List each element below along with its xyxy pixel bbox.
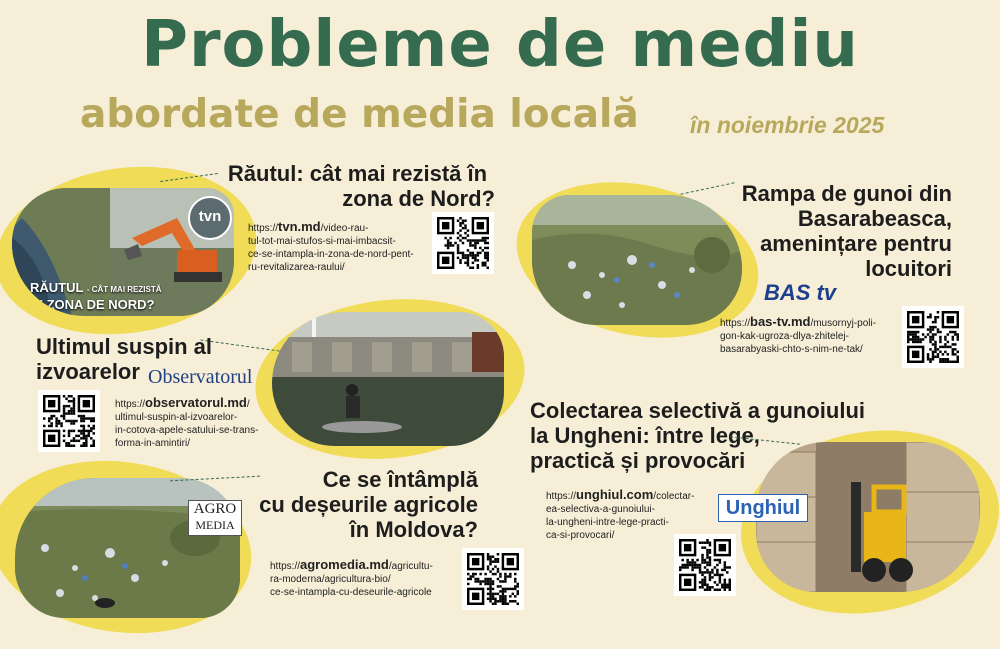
- url-path: ea-selectiva-a-gunoiului-: [546, 504, 655, 515]
- url-path: ce-se-intampla-cu-deseurile-agricole: [270, 587, 432, 598]
- url-path: /video-rau-: [320, 223, 369, 234]
- article-link-agromedia[interactable]: [270, 558, 460, 599]
- headline-line: Ultimul suspin al: [36, 334, 213, 359]
- spring-pond-image: [272, 312, 504, 446]
- url-path: forma-in-amintiri/: [115, 438, 191, 449]
- headline-agromedia: [248, 467, 478, 542]
- photo-caption: [30, 280, 162, 312]
- page-date: în noiembrie 2025: [690, 112, 885, 138]
- photo-caption-small: - CÂT MAI REZISTĂ: [86, 285, 162, 294]
- url-path: ce-se-intampla-in-zona-de-nord-pent-: [248, 249, 414, 260]
- bas-tv-logo: BAS tv: [764, 280, 837, 305]
- headline-line: Răutul: cât mai rezistă în: [227, 161, 488, 186]
- article-link-tvn[interactable]: [248, 220, 423, 274]
- qr-code[interactable]: [38, 390, 100, 452]
- headline-line: amenințare pentru: [760, 231, 952, 256]
- url-domain: tvn.md: [278, 219, 321, 234]
- headline-line: în Moldova?: [349, 517, 478, 542]
- url-path: gon-kak-ugroza-dlya-zhitelej-: [720, 331, 849, 342]
- url-prefix: https://: [546, 491, 577, 502]
- headline-line: locuitori: [865, 256, 952, 281]
- url-path: ca-si-provocari/: [546, 530, 615, 541]
- headline-raut: [220, 161, 495, 211]
- url-path: tul-tot-mai-stufos-si-mai-imbacsit-: [248, 236, 396, 247]
- headline-line: izvoarelor: [36, 359, 140, 384]
- url-path: la-ungheni-intre-lege-practi-: [546, 517, 669, 528]
- url-path: /musornyj-poli-: [810, 318, 877, 329]
- url-path: basarabyaski-chto-s-nim-ne-tak/: [720, 344, 863, 355]
- url-domain: unghiul.com: [576, 487, 654, 502]
- article-photo-raut: [12, 188, 234, 316]
- url-prefix: https://: [720, 318, 751, 329]
- headline-line: Rampa de gunoi din: [741, 181, 952, 206]
- observatorul-logo: Observatorul: [148, 366, 253, 388]
- article-photo-agromedia: [15, 478, 240, 618]
- headline-line: Ce se întâmplă: [322, 467, 478, 492]
- page-subtitle: abordate de media locală: [80, 92, 639, 137]
- headline-line: cu deșeurile agricole: [259, 492, 478, 517]
- agromedia-logo-line-2: MEDIA: [195, 518, 235, 532]
- url-domain: bas-tv.md: [750, 314, 811, 329]
- url-path: /agricultu-: [388, 561, 433, 572]
- article-link-bas-tv[interactable]: [720, 315, 900, 356]
- qr-code[interactable]: [902, 306, 964, 368]
- article-link-observatorul[interactable]: [115, 396, 285, 450]
- agromedia-logo-line-1: AGRO: [193, 501, 237, 517]
- url-path: /: [246, 399, 250, 410]
- headline-basarabeasca: [690, 181, 952, 281]
- qr-code[interactable]: [462, 548, 524, 610]
- photo-caption-line-1: RĂUTUL: [30, 280, 84, 295]
- qr-code[interactable]: [674, 534, 736, 596]
- headline-line: la Ungheni: între lege,: [530, 423, 760, 448]
- url-path: in-cotova-apele-satului-se-trans-: [115, 425, 259, 436]
- url-path: ra-moderna/agricultura-bio/: [270, 574, 391, 585]
- page-title: Probleme de mediu: [141, 8, 859, 82]
- url-path: ru-revitalizarea-raului/: [248, 262, 345, 273]
- article-photo-izvoare: [272, 312, 504, 446]
- qr-code[interactable]: [432, 212, 494, 274]
- url-domain: observatorul.md: [145, 395, 247, 410]
- agromedia-logo: [188, 500, 242, 536]
- url-path: /colectar-: [653, 491, 695, 502]
- url-prefix: https://: [270, 561, 301, 572]
- agricultural-waste-image: [15, 478, 240, 618]
- headline-line: practică și provocări: [530, 448, 746, 473]
- url-prefix: https://: [248, 223, 279, 234]
- headline-line: Basarabeasca,: [797, 206, 952, 231]
- url-path: ultimul-suspin-al-izvoarelor-: [115, 412, 238, 423]
- unghiul-logo: Unghiul: [718, 494, 808, 522]
- url-domain: agromedia.md: [300, 557, 389, 572]
- headline-line: Colectarea selectivă a gunoiului: [530, 398, 866, 423]
- url-prefix: https://: [115, 399, 146, 410]
- tvn-logo: tvn: [188, 196, 232, 240]
- headline-line: zona de Nord?: [342, 186, 495, 211]
- photo-caption-line-2: ÎN ZONA DE NORD?: [30, 297, 155, 312]
